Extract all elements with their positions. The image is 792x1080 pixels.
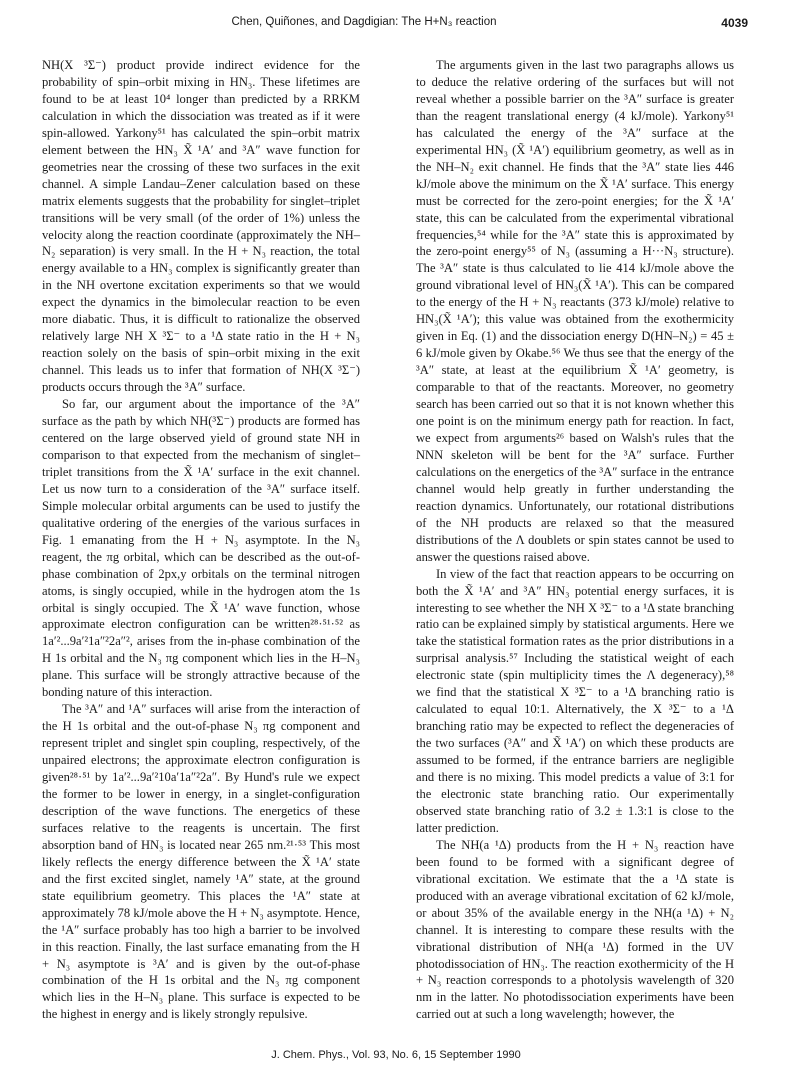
left-column <box>42 57 360 1023</box>
page-number: 4039 <box>721 16 748 30</box>
running-title: Chen, Quiñones, and Dagdigian: The H+N₃ reaction <box>231 16 497 28</box>
paragraph: In view of the fact that reaction appears to be occurring on both the X̃ ¹A′ and ³A″ HN₃ potential energy surfaces, it is interesting to see whether the NH X ³Σ⁻ to a ¹Δ state branching ratio can be explained simply by statistical arguments. Here we take the statistical formation rates as the prior distributions in a surprisal analysis.⁵⁷ Including the statistical weight of each electronic state (spin multiplicity times the Λ degeneracy),⁵⁸ we find that the statistical X ³Σ⁻ to a ¹Δ branching ratio is calculated to equal 10:1. Alternatively, the X ³Σ⁻ to a ¹Δ branching ratio may be expected to reflect the degeneracies of the two surfaces (³A″ and X̃ ¹A′) on which these products are assumed to be formed, if the entrance barriers are negligible and there is no mixing. This model predicts a value of 3:1 for the electronic state branching ratio. Our experimentally observed state branching ratio of 3.2 ± 1.3:1 is close to the latter prediction. <box>416 566 734 835</box>
right-column <box>416 57 734 1023</box>
paragraph: The NH(a ¹Δ) products from the H + N₃ reaction have been found to be formed with a significant degree of vibrational excitation. We estimate that the a ¹Δ state is produced with an average vibrational excitation of 62 kJ/mole, or about 35% of the available energy in the NH(a ¹Δ) + N₂ channel. It is interesting to compare these results with the vibrational distribution of NH(a ¹Δ) formed in the UV photodissociation of HN₃. The reaction exothermicity of the H + N₃ reaction corresponds to a photolysis wavelength of 320 nm in the latter. No photodissociation experiments have been carried out at such a long wavelength; however, the <box>416 837 734 1022</box>
paragraph: NH(X ³Σ⁻) product provide indirect evidence for the probability of spin–orbit mixing in HN₃. These lifetimes are found to be at least 10⁴ longer than predicted by a RRKM calculation in which the dissociation was treated as if it were spin-allowed. Yarkony⁵¹ has calculated the spin–orbit matrix element between the HN₃ X̃ ¹A′ and ³A″ wave function for geometries near the crossing of these two surfaces in the exit channel. A simple Landau–Zener calculation based on these matrix elements suggests that the probability for singlet–triplet transitions will be very small (of the order of 1%) unless the velocity along the reaction coordinate (approximately the NH–N₂ separation) is very small. In the H + N₃ reaction, the total energy available to a HN₃ complex is significantly greater than in the NH overtone excitation experiments so that we would expect the dynamics in the bimolecular reaction to be even more diabatic. Thus, it is difficult to rationalize the observed relatively large NH X ³Σ⁻ to a ¹Δ state ratio in the H + N₃ reaction solely on the basis of spin–orbit mixing in the exit channel. This leads us to infer that formation of NH(X ³Σ⁻) products occurs through the ³A″ surface. <box>42 58 360 395</box>
paragraph: So far, our argument about the importance of the ³A″ surface as the path by which NH(³Σ⁻) products are formed has centered on the large observed yield of ground state NH in comparison to that expected from the mechanism of singlet–triplet transitions from the X̃ ¹A′ surface in the exit channel. Let us now turn to a consideration of the ³A″ surface itself. Simple molecular orbital arguments can be used to justify the qualitative ordering of the energies of the various surfaces in Fig. 1 emanating from the H + N₃ asymptote. In the N₃ reagent, the πg orbital, which can be described as the out-of-phase combination of 2px,y orbitals on the terminal nitrogen atoms, is singly occupied, while in the hydrogen atom the 1s orbital is singly occupied. The X̃ ¹A′ wave function, whose approximate electron configuration can be written²⁸·⁵¹·⁵² as 1a′²...9a′²1a″²2a″², arises from the in-phase combination of the H 1s orbital and the N₃ πg component which lies in the H–N₃ plane. This surface will be strongly attractive because of the bonding nature of this interaction. <box>42 397 360 700</box>
paragraph: The ³A″ and ¹A″ surfaces will arise from the interaction of the H 1s orbital and the out-of-phase N₃ πg component and represent triplet and singlet spin coupling, respectively, of the unpaired electrons; the approximate electron configuration is given²⁸·⁵¹ by 1a′²...9a′²10a′1a″²2a″. By Hund's rule we expect the former to be lower in energy, in a singlet-configuration description of the wave functions. The energetics of these surfaces relative to the reagents is uncertain. The first absorption band of HN₃ is located near 265 nm.²¹·⁵³ This most likely reflects the energy difference between the X̃ ¹A′ state and the first excited singlet, namely ¹A″ state, at the ground state equilibrium geometry. This places the ¹A″ state at approximately 78 kJ/mole above the H + N₃ asymptote. Hence, the ¹A″ surface probably has too high a barrier to be involved in this reaction. Finally, the last surface emanating from the H + N₃ asymptote is ³A′ and is given by the out-of-phase combination of the H 1s orbital and the N₃ πg component which lies in the H–N₃ plane. This surface is expected to be the highest in energy and is likely strongly repulsive. <box>42 702 360 1022</box>
paragraph: The arguments given in the last two paragraphs allows us to deduce the relative ordering of the surfaces but will not reveal whether a possible barrier on the ³A″ surface is greater than the reagent translational energy (4 kJ/mole). Yarkony⁵¹ has calculated the energy of the ³A″ surface at the experimental HN₃ (X̃ ¹A′) equilibrium geometry, as well as in the NH–N₂ exit channel. He finds that the ³A″ state lies 446 kJ/mole above the minimum on the X̃ ¹A′ surface. This energy must be corrected for the zero-point energies; for the X̃ ¹A′ state, this can be calculated from the experimental vibrational frequencies,⁵⁴ while for the ³A″ state this is approximated by the zero-point energy⁵⁵ of N₃ (assuming a H···N₃ structure). The ³A″ state is thus calculated to lie 414 kJ/mole above the ground vibrational level of HN₃(X̃ ¹A′). This can be compared to the energy of the H + N₃ reactants (373 kJ/mole) relative to HN₃(X̃ ¹A′); this value was obtained from the exothermicity given in Eq. (1) and the dissociation energy D(HN–N₂) = 45 ± 6 kJ/mole given by Okabe.⁵⁶ We thus see that the energy of the ³A″ state, at least at the equilibrium X̃ ¹A′ geometry, is comparable to that of the reactants. Moreover, no geometry search has been carried out so that it is not known whether this one point is on the minimum energy path for reaction. In fact, we expect from arguments²⁶ based on Walsh's rules that the NNN skeleton will be bent for the ³A″ surface. Further calculations on the energetics of the ³A″ surface in the entrance channel would help greatly in further understanding the reaction dynamics. Unfortunately, our rotational distributions of the NH products are relaxed so that the measured distributions of the Λ doublets or spin states cannot be used to answer the questions raised above. <box>416 58 734 564</box>
running-header <box>44 8 748 38</box>
journal-citation-footer: J. Chem. Phys., Vol. 93, No. 6, 15 September 1990 <box>271 1049 521 1061</box>
